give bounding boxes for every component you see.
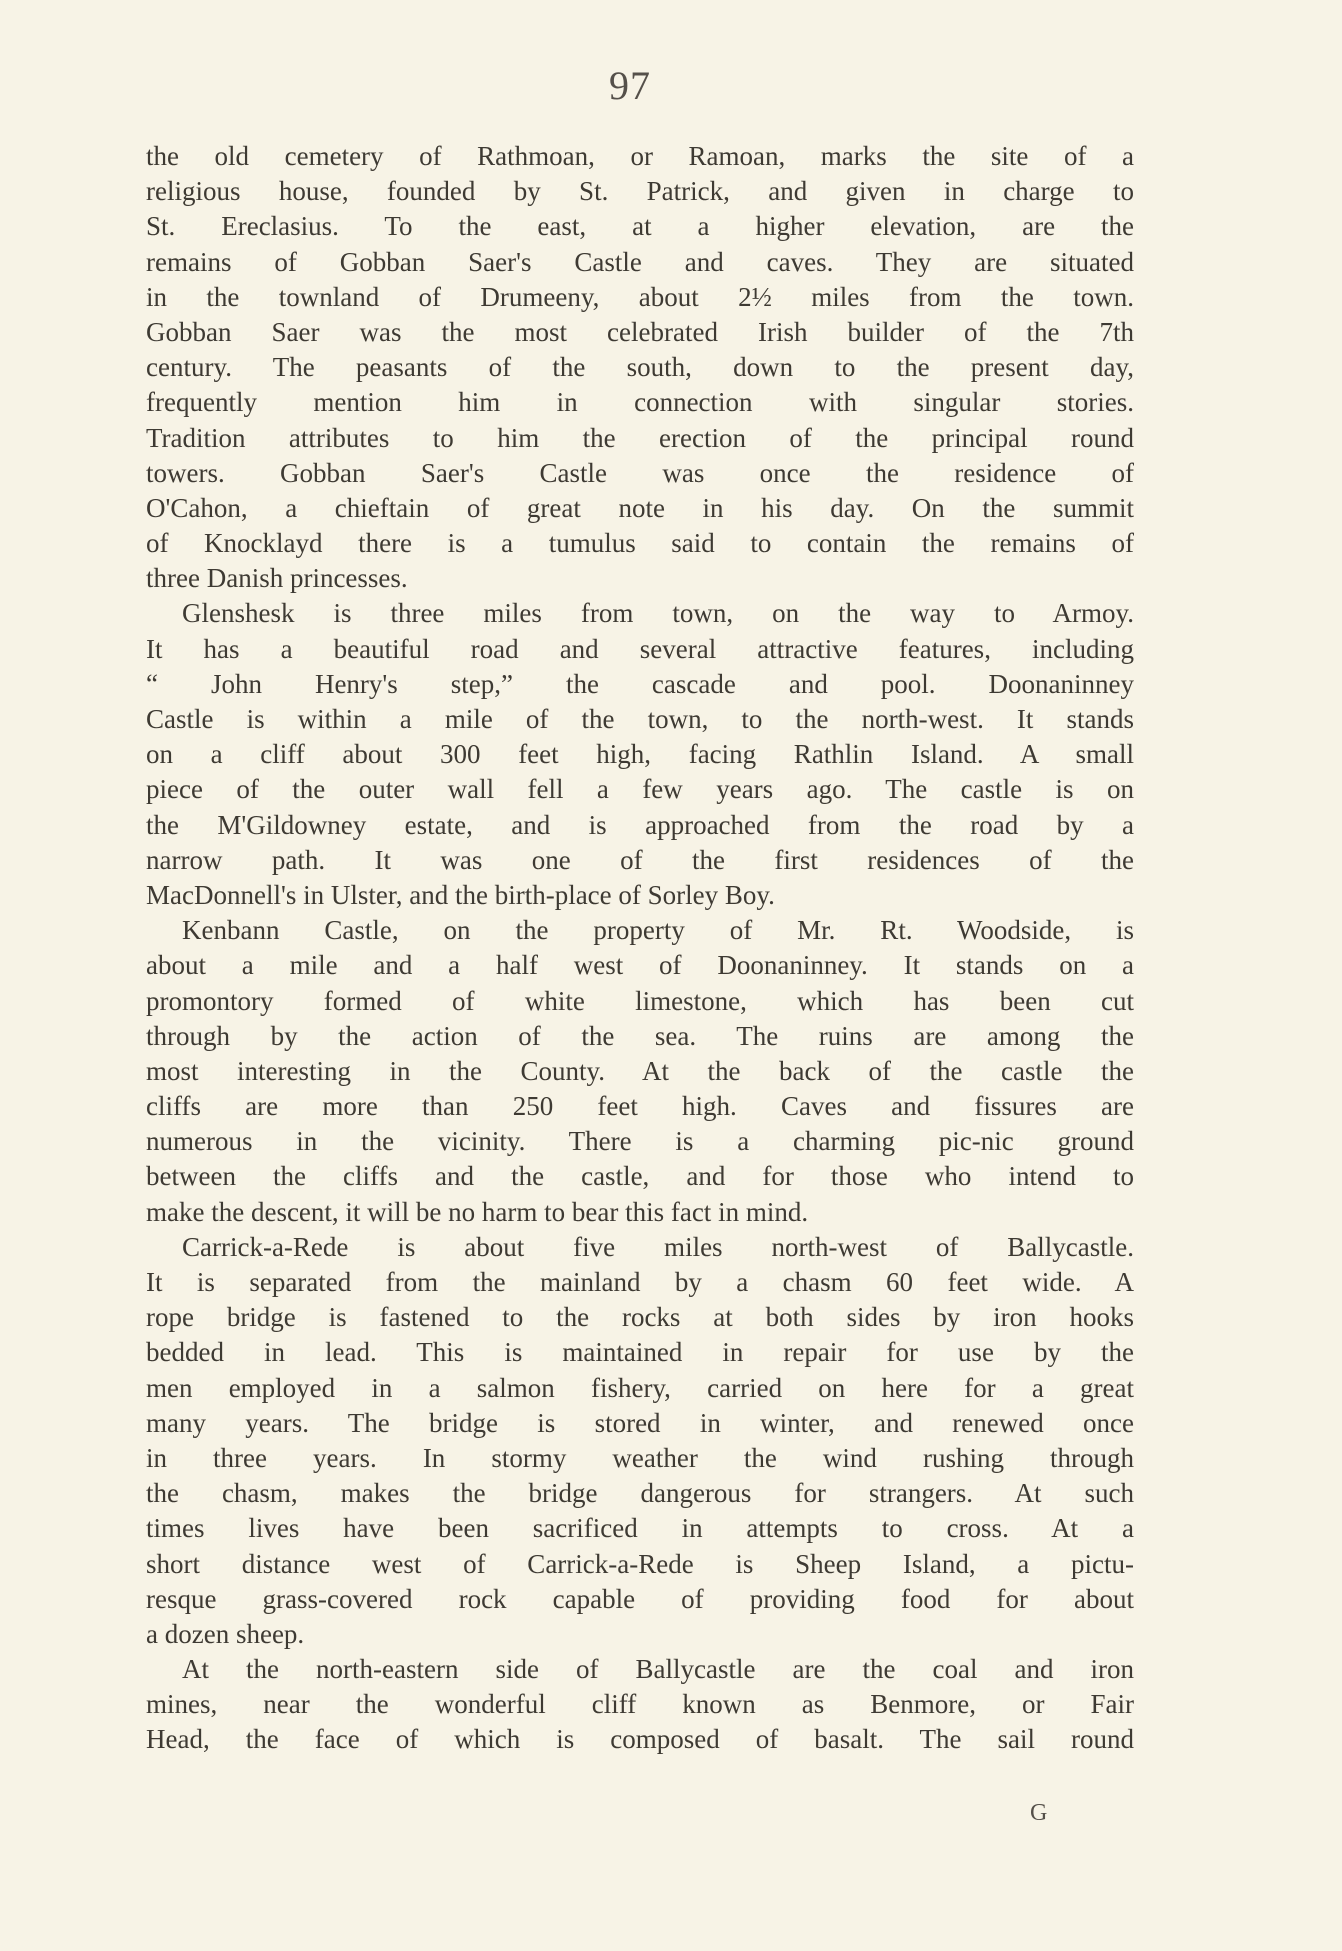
text-line: make the descent, it will be no harm to bear this fact in mind.: [146, 1196, 809, 1227]
text-line: towers. Gobban Saer's Castle was once the residence of: [146, 457, 1134, 488]
text-line: Castle is within a mile of the town, to the north-west. It stands: [146, 704, 1134, 734]
text-line: times lives have been sacrificed in attempts to cross. At a: [146, 1513, 1134, 1544]
text-line: piece of the outer wall fell a few years ago. The castle is on: [146, 774, 1134, 805]
text-line: three Danish princesses.: [146, 563, 408, 594]
text-line: numerous in the vicinity. There is a charming pic-nic ground: [146, 1126, 1134, 1157]
text-line: It has a beautiful road and several attractive features, including: [146, 633, 1134, 664]
text-line: Tradition attributes to him the erection of the principal round: [146, 422, 1134, 453]
text-line: a dozen sheep.: [146, 1618, 305, 1649]
text-line: MacDonnell's in Ulster, and the birth-place of Sorley Boy.: [146, 879, 775, 910]
text-line: Kenbann Castle, on the property of Mr. Rt. Woodside, is: [182, 915, 1134, 946]
text-line: on a cliff about 300 feet high, facing Rathlin Island. A small: [146, 739, 1134, 770]
text-line: religious house, founded by St. Patrick, and given in charge to: [146, 176, 1134, 207]
text-line: Carrick-a-Rede is about five miles north-west of Ballycastle.: [182, 1231, 1134, 1262]
text-line: in the townland of Drumeeny, about 2½ miles from the town.: [146, 281, 1134, 312]
text-line: through by the action of the sea. The ruins are among the: [146, 1020, 1134, 1051]
text-line: narrow path. It was one of the first residences of the: [146, 844, 1134, 875]
text-line: many years. The bridge is stored in winter, and renewed once: [146, 1407, 1134, 1438]
page-number: 97: [609, 63, 651, 108]
body-text: [146, 139, 1134, 1758]
text-line: resque grass-covered rock capable of providing food for about: [146, 1583, 1134, 1614]
text-line: century. The peasants of the south, down to the present day,: [146, 352, 1134, 383]
text-line: of Knocklayd there is a tumulus said to contain the remains of: [146, 528, 1134, 559]
text-line: most interesting in the County. At the back of the castle the: [146, 1055, 1134, 1086]
text-line: O'Cahon, a chieftain of great note in his day. On the summit: [146, 492, 1134, 523]
text-line: promontory formed of white limestone, which has been cut: [146, 985, 1134, 1016]
text-line: It is separated from the mainland by a chasm 60 feet wide. A: [146, 1267, 1134, 1297]
text-line: rope bridge is fastened to the rocks at both sides by iron hooks: [146, 1302, 1134, 1333]
text-line: cliffs are more than 250 feet high. Caves and fissures are: [146, 1091, 1134, 1122]
text-line: St. Ereclasius. To the east, at a higher elevation, are the: [146, 211, 1134, 242]
text-line: the M'Gildowney estate, and is approached from the road by a: [146, 809, 1134, 840]
text-line: Head, the face of which is composed of basalt. The sail round: [146, 1724, 1134, 1755]
text-line: “ John Henry's step,” the cascade and pool. Doonaninney: [146, 668, 1134, 699]
text-line: frequently mention him in connection with singular stories.: [146, 387, 1134, 418]
text-line: bedded in lead. This is maintained in repair for use by the: [146, 1337, 1134, 1368]
text-line: At the north-eastern side of Ballycastle are the coal and iron: [182, 1654, 1134, 1685]
text-line: mines, near the wonderful cliff known as Benmore, or Fair: [146, 1689, 1134, 1720]
text-line: remains of Gobban Saer's Castle and caves. They are situated: [146, 246, 1134, 277]
text-line: between the cliffs and the castle, and for those who intend to: [146, 1161, 1134, 1192]
text-line: the chasm, makes the bridge dangerous for strangers. At such: [146, 1478, 1134, 1509]
text-line: men employed in a salmon fishery, carried on here for a great: [146, 1372, 1134, 1403]
text-line: short distance west of Carrick-a-Rede is Sheep Island, a pictu-: [146, 1548, 1134, 1579]
text-line: in three years. In stormy weather the wind rushing through: [146, 1442, 1134, 1473]
text-line: Glenshesk is three miles from town, on the way to Armoy.: [182, 598, 1134, 629]
signature-mark: G: [1030, 1800, 1049, 1826]
text-line: the old cemetery of Rathmoan, or Ramoan, marks the site of a: [146, 141, 1134, 171]
text-line: Gobban Saer was the most celebrated Irish builder of the 7th: [146, 316, 1134, 347]
text-line: about a mile and a half west of Doonaninney. It stands on a: [146, 950, 1134, 981]
